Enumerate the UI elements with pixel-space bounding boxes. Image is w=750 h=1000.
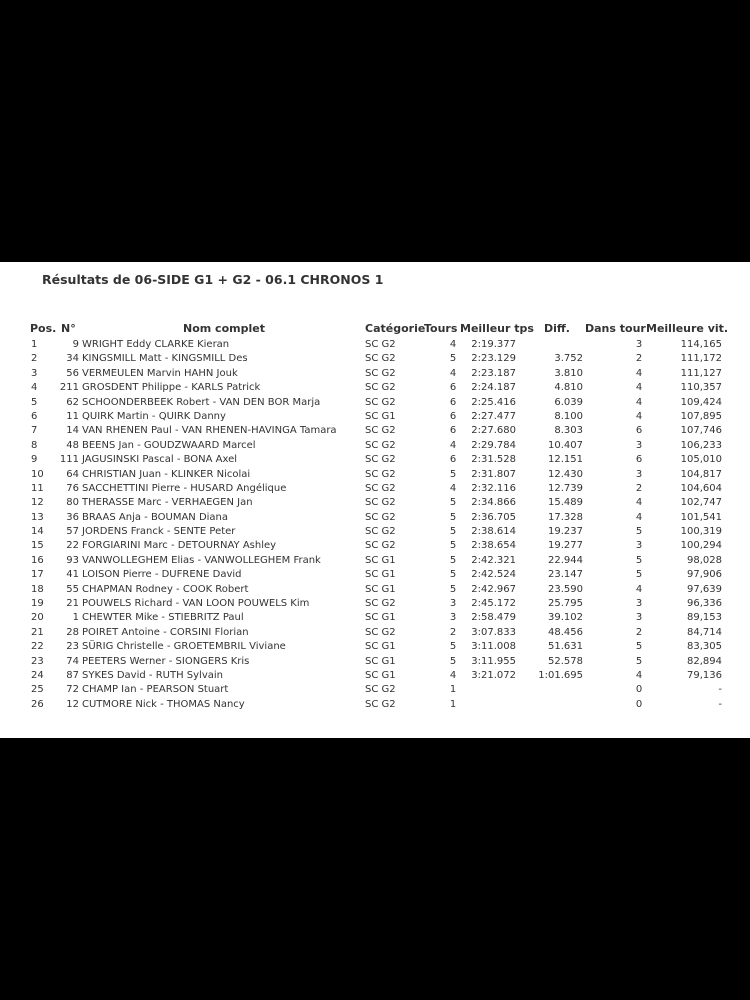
row-best-time: 2:58.479	[471, 612, 516, 624]
row-position: 7	[31, 425, 38, 437]
row-best-lap: 3	[635, 540, 643, 552]
results-title: Résultats de 06-SIDE G1 + G2 - 06.1 CHRONOS 1	[42, 272, 384, 287]
row-category: SC G2	[365, 511, 396, 523]
header-best-speed: Meilleure vit.	[646, 322, 729, 335]
row-best-time: 2:31.807	[471, 468, 516, 480]
row-category: SC G2	[365, 353, 396, 365]
row-best-speed: 114,165	[680, 339, 722, 350]
header-name: Nom complet	[183, 322, 265, 335]
row-tours: 6	[449, 382, 457, 394]
row-position: 18	[31, 583, 44, 595]
table-row	[0, 338, 750, 352]
row-best-lap: 2	[635, 626, 643, 638]
row-name: KINGSMILL Matt - KINGSMILL Des	[82, 353, 248, 365]
row-tours: 6	[449, 410, 457, 422]
row-best-lap: 5	[635, 554, 643, 566]
row-diff: 3.810	[554, 367, 583, 379]
header-tours: Tours	[424, 322, 458, 335]
row-position: 8	[31, 439, 38, 451]
row-best-speed: 97,906	[687, 569, 722, 581]
row-best-lap: 5	[635, 641, 643, 653]
row-best-speed: 110,357	[680, 382, 722, 394]
row-number: 211	[59, 382, 79, 394]
row-number: 87	[66, 669, 79, 681]
row-tours: 1	[449, 698, 457, 710]
row-best-speed: 104,817	[680, 468, 722, 480]
row-diff: 19.237	[548, 526, 583, 538]
row-name: FORGIARINI Marc - DETOURNAY Ashley	[82, 540, 277, 552]
row-diff: 51.631	[548, 641, 583, 653]
row-position: 11	[31, 482, 44, 494]
row-best-time: 2:42.321	[471, 554, 516, 566]
row-name: BEENS Jan - GOUDZWAARD Marcel	[82, 439, 256, 451]
row-tours: 5	[449, 641, 457, 653]
row-position: 12	[31, 497, 44, 509]
row-best-speed: 101,541	[680, 511, 722, 523]
row-category: SC G1	[365, 554, 396, 566]
row-best-speed: 82,894	[687, 655, 722, 667]
row-tours: 2	[449, 626, 457, 638]
row-best-lap: 3	[635, 612, 643, 624]
row-best-speed: 104,604	[680, 482, 722, 494]
row-name: WRIGHT Eddy CLARKE Kieran	[82, 339, 230, 350]
row-best-speed: 106,233	[680, 439, 722, 451]
row-name: POUWELS Richard - VAN LOON POUWELS Kim	[82, 598, 310, 610]
row-position: 25	[31, 684, 44, 696]
row-best-speed: 105,010	[680, 454, 722, 466]
row-best-speed: 102,747	[680, 497, 722, 509]
row-best-lap: 4	[635, 410, 643, 422]
row-number: 74	[66, 655, 79, 667]
row-name: SCHOONDERBEEK Robert - VAN DEN BOR Marja	[82, 396, 321, 408]
row-name: THERASSE Marc - VERHAEGEN Jan	[82, 497, 253, 509]
table-row	[0, 669, 750, 683]
row-position: 6	[31, 410, 38, 422]
row-number: 48	[66, 439, 79, 451]
row-best-lap: 3	[635, 468, 643, 480]
row-number: 22	[66, 540, 79, 552]
row-position: 16	[31, 554, 44, 566]
row-diff: 25.795	[548, 598, 583, 610]
row-best-time: 2:36.705	[471, 511, 516, 523]
row-category: SC G2	[365, 626, 396, 638]
row-best-lap: 4	[635, 669, 643, 681]
row-best-lap: 3	[635, 339, 643, 350]
row-tours: 5	[449, 511, 457, 523]
row-diff: 8.303	[554, 425, 583, 437]
row-name: CHEWTER Mike - STIEBRITZ Paul	[82, 612, 244, 624]
row-best-speed: 111,127	[680, 367, 722, 379]
row-best-time: 2:27.680	[471, 425, 516, 437]
row-category: SC G2	[365, 540, 396, 552]
row-best-time: 2:27.477	[471, 410, 516, 422]
row-category: SC G2	[365, 526, 396, 538]
row-diff: 12.151	[548, 454, 583, 466]
row-number: 72	[66, 684, 79, 696]
row-tours: 4	[449, 367, 457, 379]
row-position: 10	[31, 468, 44, 480]
row-number: 34	[66, 353, 79, 365]
row-best-time: 2:42.524	[471, 569, 516, 581]
row-best-lap: 0	[635, 684, 643, 696]
row-best-time: 2:38.614	[471, 526, 516, 538]
table-row	[0, 525, 750, 539]
table-row	[0, 439, 750, 453]
row-best-lap: 4	[635, 583, 643, 595]
row-category: SC G2	[365, 367, 396, 379]
row-tours: 3	[449, 612, 457, 624]
row-best-time: 2:34.866	[471, 497, 516, 509]
row-diff: 10.407	[548, 439, 583, 451]
table-row	[0, 511, 750, 525]
row-category: SC G2	[365, 339, 396, 350]
row-number: 23	[66, 641, 79, 653]
row-tours: 5	[449, 526, 457, 538]
row-name: SACCHETTINI Pierre - HUSARD Angélique	[82, 482, 287, 494]
row-best-time: 3:07.833	[471, 626, 516, 638]
row-tours: 3	[449, 598, 457, 610]
table-row	[0, 496, 750, 510]
header-lap: Dans tour	[585, 322, 646, 335]
row-best-time: 2:29.784	[471, 439, 516, 451]
header-pos: Pos.	[30, 322, 57, 335]
row-number: 111	[59, 454, 79, 466]
row-number: 64	[66, 468, 79, 480]
row-category: SC G2	[365, 482, 396, 494]
row-position: 1	[31, 339, 38, 350]
row-category: SC G1	[365, 569, 396, 581]
row-position: 21	[31, 626, 44, 638]
row-position: 3	[31, 367, 38, 379]
table-row	[0, 482, 750, 496]
row-name: CUTMORE Nick - THOMAS Nancy	[82, 698, 245, 710]
row-name: VERMEULEN Marvin HAHN Jouk	[82, 367, 238, 379]
row-diff: 52.578	[548, 655, 583, 667]
row-best-lap: 2	[635, 353, 643, 365]
row-tours: 4	[449, 482, 457, 494]
row-diff: 3.752	[554, 353, 583, 365]
table-row	[0, 583, 750, 597]
row-diff: 4.810	[554, 382, 583, 394]
row-best-time: 3:11.955	[471, 655, 516, 667]
row-best-time: 2:42.967	[471, 583, 516, 595]
row-best-lap: 3	[635, 439, 643, 451]
row-best-speed: 96,336	[687, 598, 722, 610]
row-name: SYKES David - RUTH Sylvain	[82, 669, 223, 681]
row-best-lap: 6	[635, 454, 643, 466]
results-table	[0, 338, 750, 712]
row-best-lap: 4	[635, 382, 643, 394]
row-number: 41	[66, 569, 79, 581]
row-category: SC G2	[365, 598, 396, 610]
row-position: 20	[31, 612, 44, 624]
row-name: POIRET Antoine - CORSINI Florian	[82, 626, 249, 638]
table-row	[0, 698, 750, 712]
row-number: 12	[66, 698, 79, 710]
row-number: 56	[66, 367, 79, 379]
row-best-lap: 4	[635, 511, 643, 523]
row-number: 1	[72, 612, 79, 624]
row-best-speed: 107,895	[680, 410, 722, 422]
row-tours: 4	[449, 439, 457, 451]
table-row	[0, 655, 750, 669]
row-category: SC G2	[365, 425, 396, 437]
row-position: 13	[31, 511, 44, 523]
row-diff: 12.739	[548, 482, 583, 494]
row-tours: 6	[449, 454, 457, 466]
row-category: SC G2	[365, 497, 396, 509]
row-best-time: 2:23.187	[471, 367, 516, 379]
row-best-speed: 83,305	[687, 641, 722, 653]
row-number: 57	[66, 526, 79, 538]
row-best-lap: 2	[635, 482, 643, 494]
row-best-lap: 5	[635, 526, 643, 538]
row-best-speed: 100,319	[680, 526, 722, 538]
row-category: SC G1	[365, 669, 396, 681]
row-name: VANWOLLEGHEM Elias - VANWOLLEGHEM Frank	[82, 554, 321, 566]
row-name: SÜRIG Christelle - GROETEMBRIL Viviane	[82, 641, 286, 653]
row-best-time: 2:19.377	[471, 339, 516, 350]
row-name: LOISON Pierre - DUFRENE David	[82, 569, 242, 581]
row-best-speed: 97,639	[687, 583, 722, 595]
row-best-time: 2:25.416	[471, 396, 516, 408]
table-row	[0, 453, 750, 467]
row-category: SC G2	[365, 439, 396, 451]
row-name: CHAMP Ian - PEARSON Stuart	[82, 684, 229, 696]
table-row	[0, 367, 750, 381]
row-number: 62	[66, 396, 79, 408]
row-number: 9	[72, 339, 79, 350]
table-row	[0, 611, 750, 625]
row-best-time: 3:21.072	[471, 669, 516, 681]
row-best-time: 2:45.172	[471, 598, 516, 610]
row-best-speed: 89,153	[687, 612, 722, 624]
table-row	[0, 396, 750, 410]
row-name: VAN RHENEN Paul - VAN RHENEN-HAVINGA Tamara	[82, 425, 337, 437]
row-best-speed: -	[718, 684, 722, 696]
row-best-speed: 107,746	[680, 425, 722, 437]
row-best-lap: 3	[635, 598, 643, 610]
row-diff: 39.102	[548, 612, 583, 624]
row-best-lap: 4	[635, 396, 643, 408]
table-row	[0, 352, 750, 366]
row-number: 28	[66, 626, 79, 638]
header-diff: Diff.	[544, 322, 570, 335]
row-best-speed: 100,294	[680, 540, 722, 552]
table-row	[0, 626, 750, 640]
row-tours: 5	[449, 353, 457, 365]
row-name: CHRISTIAN Juan - KLINKER Nicolai	[82, 468, 251, 480]
row-category: SC G2	[365, 382, 396, 394]
row-number: 36	[66, 511, 79, 523]
row-category: SC G1	[365, 655, 396, 667]
row-tours: 5	[449, 583, 457, 595]
row-best-lap: 0	[635, 698, 643, 710]
row-tours: 6	[449, 425, 457, 437]
table-row	[0, 539, 750, 553]
row-diff: 48.456	[548, 626, 583, 638]
row-best-time: 2:23.129	[471, 353, 516, 365]
row-name: CHAPMAN Rodney - COOK Robert	[82, 583, 249, 595]
row-position: 23	[31, 655, 44, 667]
row-name: GROSDENT Philippe - KARLS Patrick	[82, 382, 261, 394]
row-best-lap: 6	[635, 425, 643, 437]
row-position: 5	[31, 396, 38, 408]
row-diff: 12.430	[548, 468, 583, 480]
row-tours: 5	[449, 569, 457, 581]
table-row	[0, 640, 750, 654]
row-position: 19	[31, 598, 44, 610]
row-position: 4	[31, 382, 38, 394]
row-best-speed: 111,172	[680, 353, 722, 365]
row-name: JORDENS Franck - SENTE Peter	[82, 526, 236, 538]
row-diff: 1:01.695	[538, 669, 583, 681]
row-diff: 17.328	[548, 511, 583, 523]
table-row	[0, 381, 750, 395]
row-diff: 6.039	[554, 396, 583, 408]
row-best-time: 2:31.528	[471, 454, 516, 466]
header-num: N°	[61, 322, 76, 335]
row-position: 9	[31, 454, 38, 466]
table-row	[0, 683, 750, 697]
row-tours: 1	[449, 684, 457, 696]
row-best-lap: 5	[635, 569, 643, 581]
row-best-speed: 79,136	[687, 669, 722, 681]
row-name: PEETERS Werner - SIONGERS Kris	[82, 655, 250, 667]
row-position: 22	[31, 641, 44, 653]
row-number: 11	[66, 410, 79, 422]
table-row	[0, 597, 750, 611]
row-tours: 5	[449, 468, 457, 480]
row-tours: 4	[449, 339, 457, 350]
row-diff: 23.147	[548, 569, 583, 581]
row-number: 93	[66, 554, 79, 566]
row-category: SC G2	[365, 684, 396, 696]
row-best-lap: 4	[635, 497, 643, 509]
row-number: 55	[66, 583, 79, 595]
row-best-time: 3:11.008	[471, 641, 516, 653]
row-name: JAGUSINSKI Pascal - BONA Axel	[82, 454, 238, 466]
row-best-time: 2:24.187	[471, 382, 516, 394]
row-category: SC G2	[365, 396, 396, 408]
row-best-speed: -	[718, 698, 722, 710]
row-position: 15	[31, 540, 44, 552]
results-sheet	[0, 262, 750, 738]
row-category: SC G2	[365, 454, 396, 466]
row-diff: 22.944	[548, 554, 583, 566]
row-category: SC G2	[365, 468, 396, 480]
row-position: 24	[31, 669, 44, 681]
row-diff: 23.590	[548, 583, 583, 595]
table-row	[0, 424, 750, 438]
row-tours: 6	[449, 396, 457, 408]
header-category: Catégorie	[365, 322, 426, 335]
row-category: SC G1	[365, 612, 396, 624]
row-category: SC G1	[365, 410, 396, 422]
row-position: 14	[31, 526, 44, 538]
row-category: SC G1	[365, 641, 396, 653]
row-tours: 5	[449, 554, 457, 566]
row-number: 14	[66, 425, 79, 437]
row-best-lap: 4	[635, 367, 643, 379]
row-best-time: 2:38.654	[471, 540, 516, 552]
row-name: BRAAS Anja - BOUMAN Diana	[82, 511, 229, 523]
row-number: 80	[66, 497, 79, 509]
row-category: SC G2	[365, 698, 396, 710]
row-position: 17	[31, 569, 44, 581]
row-best-speed: 98,028	[687, 554, 722, 566]
row-number: 76	[66, 482, 79, 494]
row-best-speed: 109,424	[680, 396, 722, 408]
header-best-time: Meilleur tps	[460, 322, 534, 335]
table-row	[0, 554, 750, 568]
row-tours: 4	[449, 669, 457, 681]
row-category: SC G1	[365, 583, 396, 595]
row-position: 2	[31, 353, 38, 365]
row-position: 26	[31, 698, 44, 710]
table-row	[0, 410, 750, 424]
row-tours: 5	[449, 655, 457, 667]
row-best-time: 2:32.116	[471, 482, 516, 494]
row-best-lap: 5	[635, 655, 643, 667]
row-name: QUIRK Martin - QUIRK Danny	[82, 410, 226, 422]
table-row	[0, 468, 750, 482]
row-number: 21	[66, 598, 79, 610]
row-diff: 15.489	[548, 497, 583, 509]
row-diff: 8.100	[554, 410, 583, 422]
row-diff: 19.277	[548, 540, 583, 552]
row-best-speed: 84,714	[687, 626, 722, 638]
row-tours: 5	[449, 540, 457, 552]
table-row	[0, 568, 750, 582]
row-tours: 5	[449, 497, 457, 509]
